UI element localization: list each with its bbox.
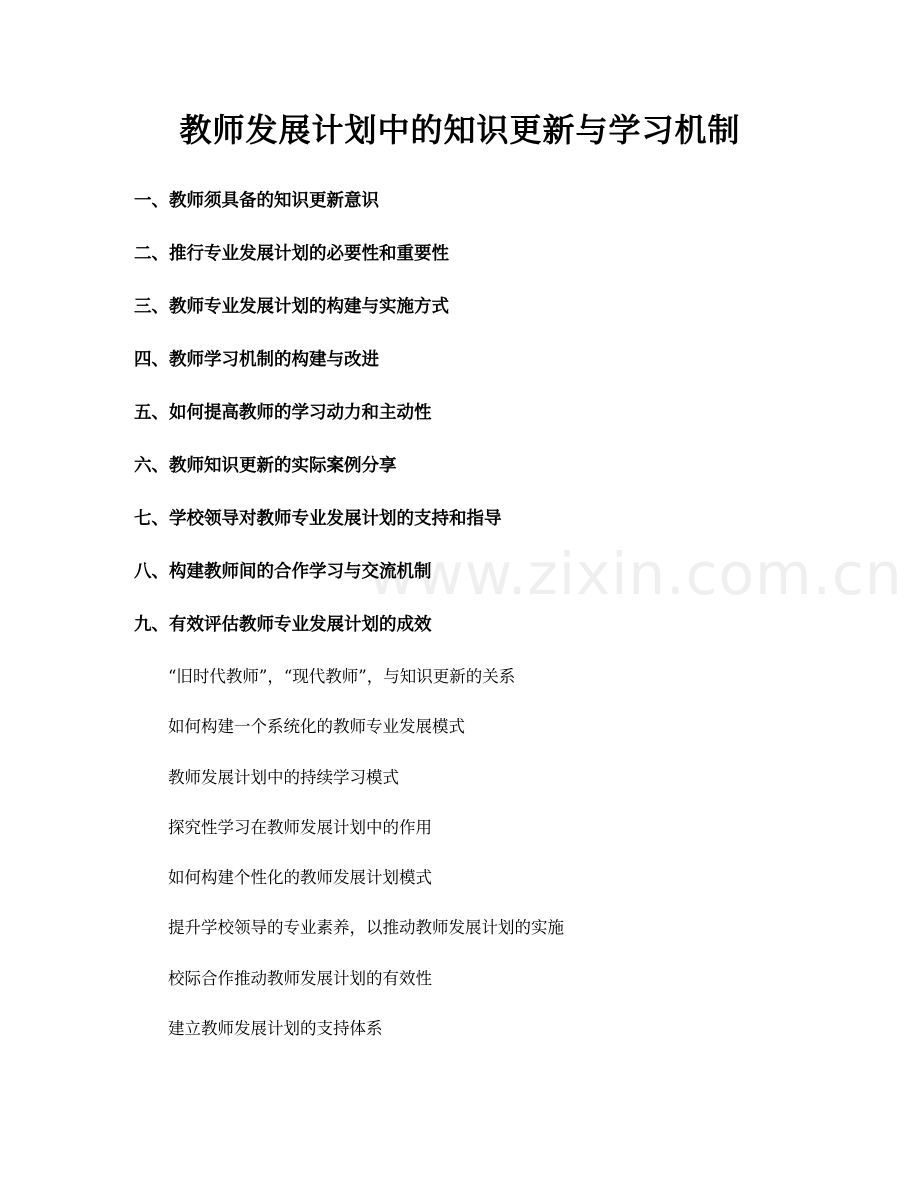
section-heading: 四、教师学习机制的构建与改进 <box>134 350 379 370</box>
section-heading: 六、教师知识更新的实际案例分享 <box>134 456 397 476</box>
subtopic-item: 提升学校领导的专业素养，以推动教师发展计划的实施 <box>168 918 564 938</box>
section-heading-list <box>134 186 834 663</box>
section-heading: 五、如何提高教师的学习动力和主动性 <box>134 403 432 423</box>
watermark: www.zixin.com.cn <box>368 540 903 608</box>
subtopic-item: 探究性学习在教师发展计划中的作用 <box>168 817 432 837</box>
subtopic-item: 校际合作推动教师发展计划的有效性 <box>168 968 432 988</box>
subtopic-item: 如何构建个性化的教师发展计划模式 <box>168 868 432 888</box>
section-heading: 八、构建教师间的合作学习与交流机制 <box>134 562 432 582</box>
subtopic-item: 教师发展计划中的持续学习模式 <box>168 767 399 787</box>
section-heading: 九、有效评估教师专业发展计划的成效 <box>134 615 432 635</box>
section-heading: 三、教师专业发展计划的构建与实施方式 <box>134 297 449 317</box>
subtopic-item: “旧时代教师”，“现代教师”，与知识更新的关系 <box>168 667 516 686</box>
document-title: 教师发展计划中的知识更新与学习机制 <box>179 111 741 149</box>
subtopic-item: 建立教师发展计划的支持体系 <box>168 1019 383 1039</box>
subtopic-list <box>168 662 848 1064</box>
subtopic-item: 如何构建一个系统化的教师专业发展模式 <box>168 717 465 737</box>
section-heading: 七、学校领导对教师专业发展计划的支持和指导 <box>134 509 502 529</box>
section-heading: 二、推行专业发展计划的必要性和重要性 <box>134 244 449 264</box>
section-heading: 一、教师须具备的知识更新意识 <box>134 191 379 211</box>
